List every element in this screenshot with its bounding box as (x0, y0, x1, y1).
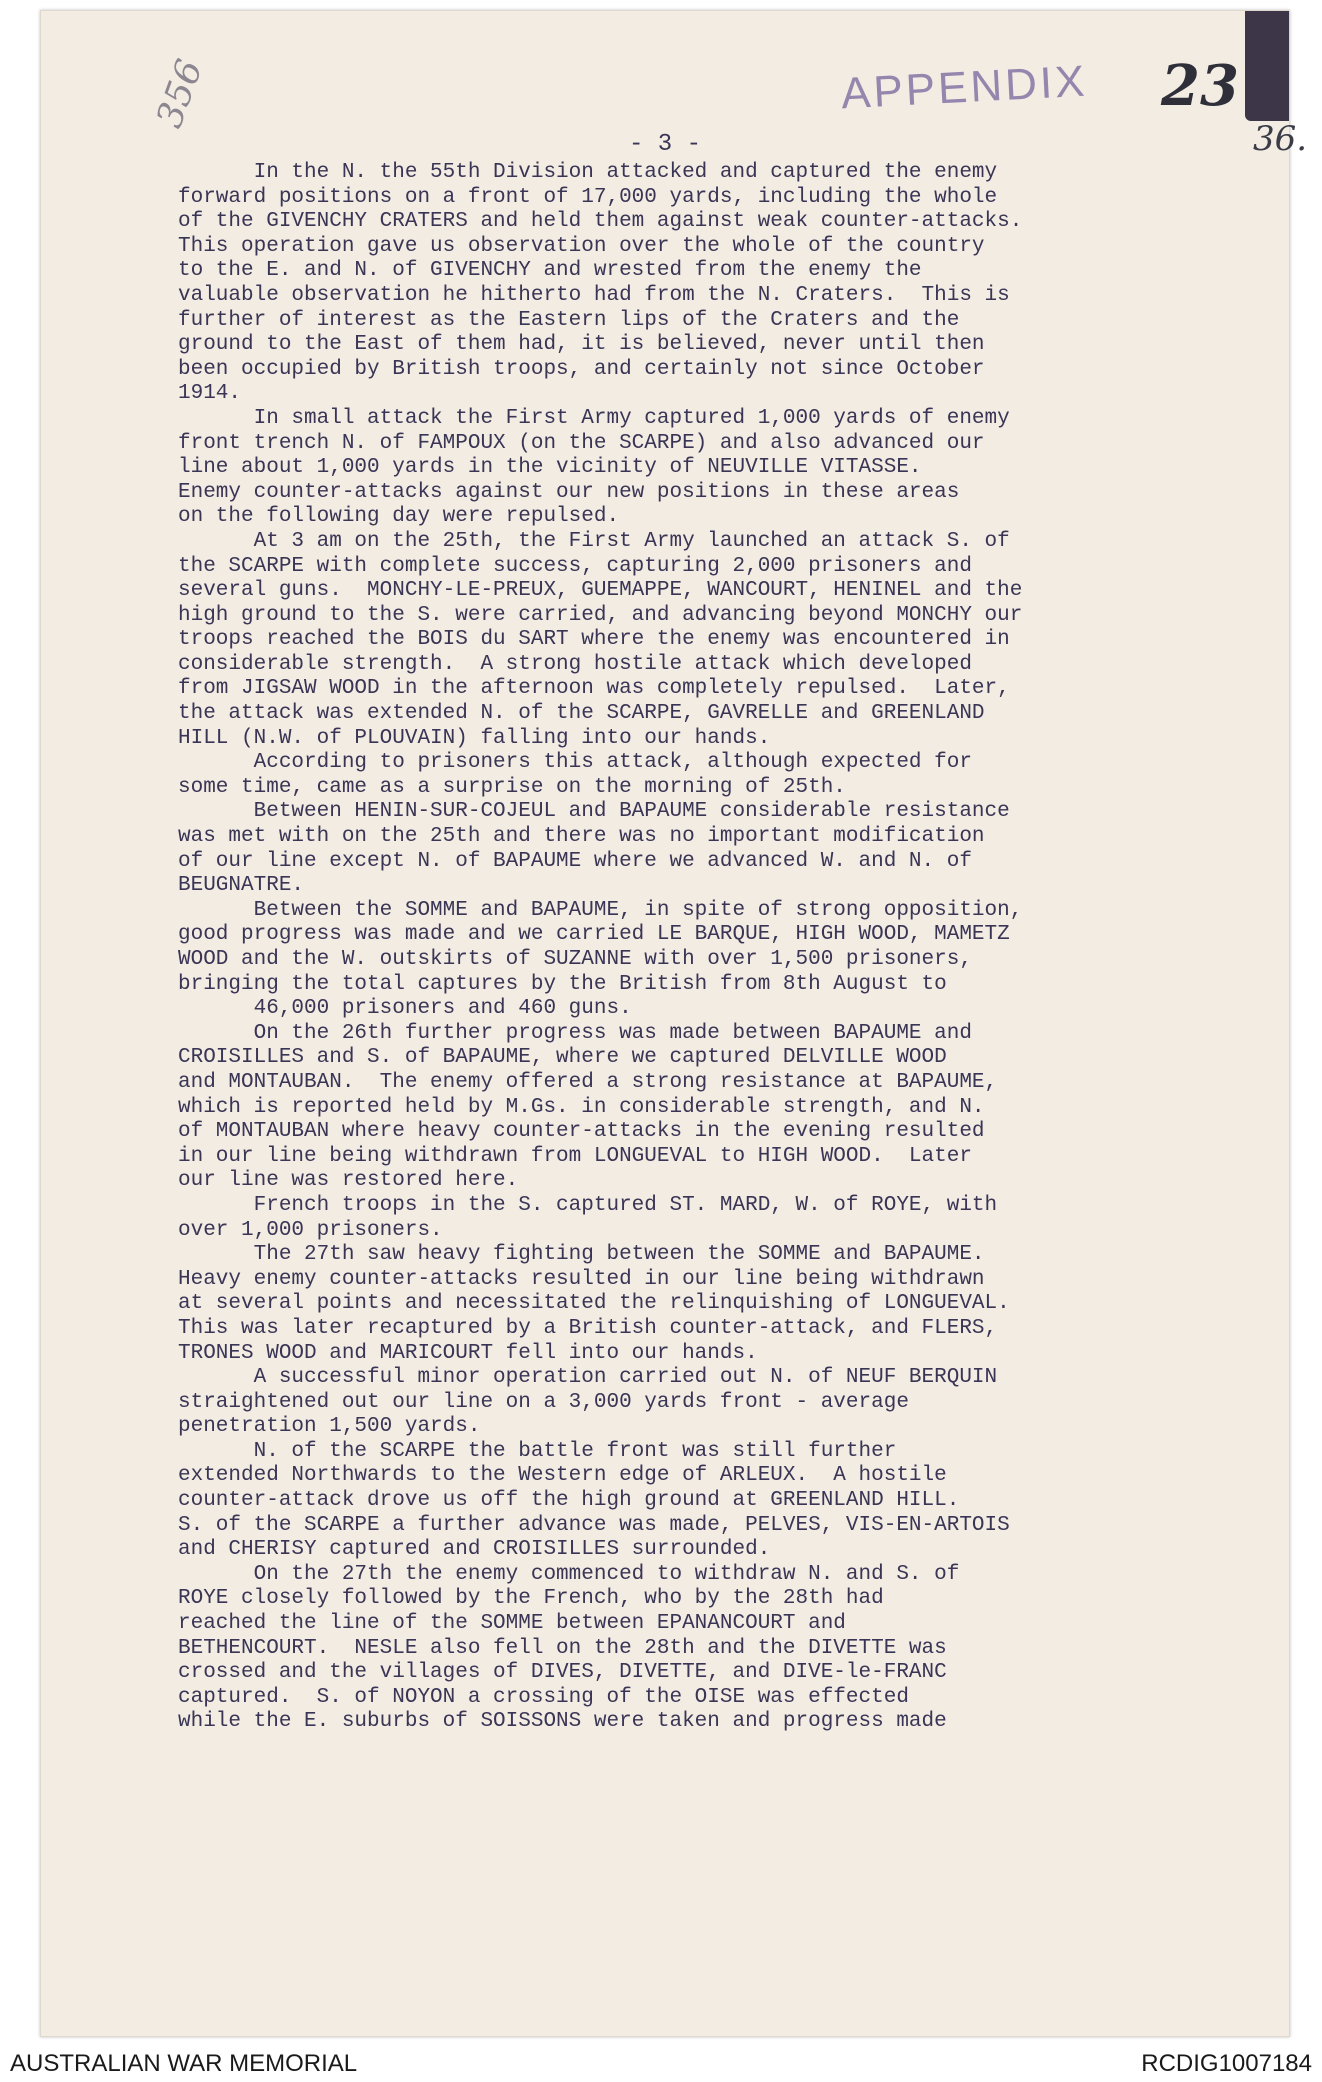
text-line: crossed and the villages of DIVES, DIVETTE, and DIVE-le-FRANC (178, 1661, 947, 1685)
text-line: In small attack the First Army captured 1,000 yards of enemy (178, 406, 1010, 430)
text-line: N. of the SCARPE the battle front was still further (178, 1439, 897, 1463)
text-line: bringing the total captures by the British from 8th August to (178, 972, 947, 996)
text-line: penetration 1,500 yards. (178, 1415, 481, 1439)
archive-credit: AUSTRALIAN WAR MEMORIAL (10, 2050, 358, 2077)
text-line: and CHERISY captured and CROISILLES surrounded. (178, 1538, 771, 1562)
text-line: over 1,000 prisoners. (178, 1218, 443, 1242)
text-line: to the E. and N. of GIVENCHY and wrested from the enemy the (178, 259, 922, 283)
text-line: of our line except N. of BAPAUME where we advanced W. and N. of (178, 849, 972, 873)
handwritten-margin-number: 356 (149, 54, 212, 134)
text-line: CROISILLES and S. of BAPAUME, where we captured DELVILLE WOOD (178, 1046, 947, 1070)
text-line: HILL (N.W. of PLOUVAIN) falling into our hands. (178, 726, 771, 750)
text-line: while the E. suburbs of SOISSONS were taken and progress made (178, 1710, 947, 1734)
text-line: A successful minor operation carried out N. of NEUF BERQUIN (178, 1366, 998, 1390)
text-line: front trench N. of FAMPOUX (on the SCARPE) and also advanced our (178, 431, 985, 455)
text-line: was met with on the 25th and there was no important modification (178, 825, 985, 849)
text-line: several guns. MONCHY-LE-PREUX, GUEMAPPE, WANCOURT, HENINEL and the (178, 579, 1023, 603)
handwritten-folio-number: 23 (1161, 53, 1239, 119)
text-line: straightened out our line on a 3,000 yards front - average (178, 1390, 909, 1414)
text-line: ROYE closely followed by the French, who by the 28th had (178, 1587, 884, 1611)
typed-report-body (178, 161, 1218, 1735)
text-line: 46,000 prisoners and 460 guns. (178, 997, 632, 1021)
text-line: been occupied by British troops, and certainly not since October (178, 357, 985, 381)
text-line: which is reported held by M.Gs. in considerable strength, and N. (178, 1095, 985, 1119)
text-line: S. of the SCARPE a further advance was made, PELVES, VIS-EN-ARTOIS (178, 1513, 1010, 1537)
text-line: some time, came as a surprise on the morning of 25th. (178, 775, 846, 799)
text-line: reached the line of the SOMME between EPANANCOURT and (178, 1612, 846, 1636)
binder-tab (1245, 11, 1289, 121)
text-line: and MONTAUBAN. The enemy offered a strong resistance at BAPAUME, (178, 1070, 998, 1094)
text-line: considerable strength. A strong hostile attack which developed (178, 652, 972, 676)
text-line: Between the SOMME and BAPAUME, in spite of strong opposition, (178, 898, 1023, 922)
text-line: the SCARPE with complete success, capturing 2,000 prisoners and (178, 554, 972, 578)
text-line: on the following day were repulsed. (178, 505, 620, 529)
text-line: our line was restored here. (178, 1169, 519, 1193)
text-line: Between HENIN-SUR-COJEUL and BAPAUME considerable resistance (178, 800, 1010, 824)
text-line: captured. S. of NOYON a crossing of the OISE was effected (178, 1685, 909, 1709)
text-line: The 27th saw heavy fighting between the SOMME and BAPAUME. (178, 1243, 985, 1267)
text-line: the attack was extended N. of the SCARPE, GAVRELLE and GREENLAND (178, 702, 985, 726)
text-line: line about 1,000 yards in the vicinity of NEUVILLE VITASSE. (178, 456, 922, 480)
handwritten-sub-number: 36. (1253, 119, 1308, 159)
text-line: of MONTAUBAN where heavy counter-attacks in the evening resulted (178, 1120, 985, 1144)
text-line: On the 26th further progress was made between BAPAUME and (178, 1021, 972, 1045)
text-line: French troops in the S. captured ST. MARD, W. of ROYE, with (178, 1193, 998, 1217)
text-line: 1914. (178, 382, 242, 406)
text-line: BEUGNATRE. (178, 874, 305, 898)
text-line: WOOD and the W. outskirts of SUZANNE with over 1,500 prisoners, (178, 948, 972, 971)
text-line: ground to the East of them had, it is believed, never until then (178, 333, 985, 357)
text-line: Heavy enemy counter-attacks resulted in our line being withdrawn (178, 1267, 985, 1291)
text-line: According to prisoners this attack, although expected for (178, 751, 972, 775)
text-line: from JIGSAW WOOD in the afternoon was completely repulsed. Later, (178, 677, 1010, 701)
archive-identifier: RCDIG1007184 (1141, 2050, 1312, 2077)
text-line: This was later recaptured by a British counter-attack, and FLERS, (178, 1316, 998, 1340)
text-line: In the N. the 55th Division attacked and captured the enemy (178, 161, 998, 184)
text-line: troops reached the BOIS du SART where the enemy was encountered in (178, 628, 1010, 652)
text-line: TRONES WOOD and MARICOURT fell into our hands. (178, 1341, 758, 1365)
document-page (40, 10, 1308, 2037)
text-line: BETHENCOURT. NESLE also fell on the 28th and the DIVETTE was (178, 1636, 947, 1660)
text-line: further of interest as the Eastern lips of the Craters and the (178, 308, 960, 332)
text-line: counter-attack drove us off the high ground at GREENLAND HILL. (178, 1489, 960, 1513)
page-number: - 3 - (628, 131, 701, 158)
text-line: of the GIVENCHY CRATERS and held them against weak counter-attacks. (178, 210, 1023, 234)
text-line: good progress was made and we carried LE BARQUE, HIGH WOOD, MAMETZ (178, 923, 1010, 947)
text-line: extended Northwards to the Western edge of ARLEUX. A hostile (178, 1464, 947, 1488)
text-line: This operation gave us observation over the whole of the country (178, 234, 985, 258)
text-line: at several points and necessitated the relinquishing of LONGUEVAL. (178, 1292, 1010, 1316)
appendix-stamp: APPENDIX (839, 56, 1089, 119)
text-line: in our line being withdrawn from LONGUEVAL to HIGH WOOD. Later (178, 1144, 972, 1168)
text-line: forward positions on a front of 17,000 yards, including the whole (178, 185, 998, 209)
text-line: high ground to the S. were carried, and advancing beyond MONCHY our (178, 603, 1023, 627)
text-line: Enemy counter-attacks against our new positions in these areas (178, 480, 960, 504)
text-line: At 3 am on the 25th, the First Army launched an attack S. of (178, 529, 1010, 553)
text-line: valuable observation he hitherto had from the N. Craters. This is (178, 283, 1010, 307)
text-line: On the 27th the enemy commenced to withdraw N. and S. of (178, 1562, 960, 1586)
